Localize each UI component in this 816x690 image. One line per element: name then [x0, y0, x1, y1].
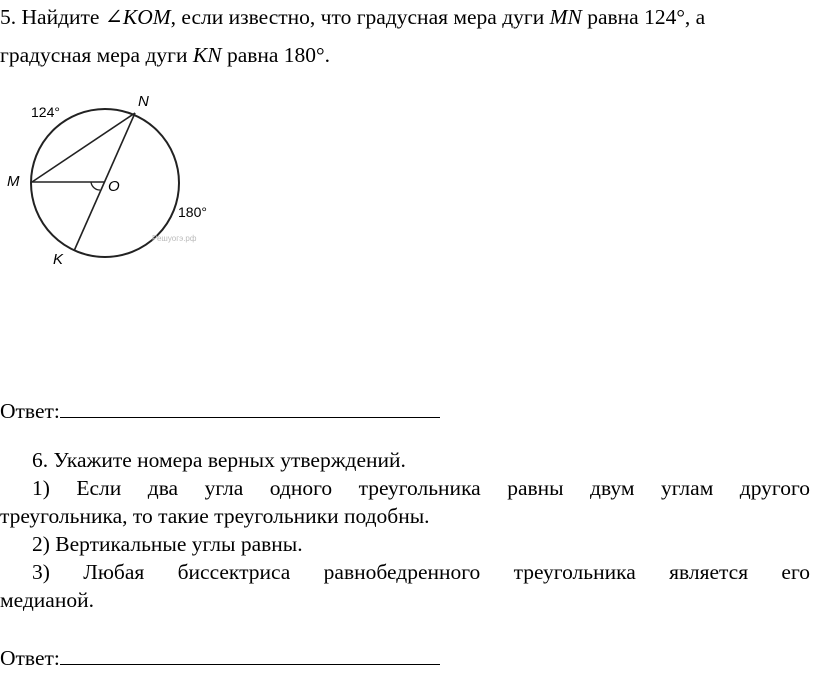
task5-text-c: равна 124°, а	[581, 5, 706, 29]
task6-statement2: 2) Вертикальные углы равны.	[32, 532, 303, 556]
label-k: K	[53, 251, 64, 268]
label-m: M	[7, 173, 20, 190]
circle-figure	[0, 88, 240, 278]
angle-kom: ∠KOM	[104, 5, 171, 29]
task5-line2	[0, 42, 330, 68]
task5-text-e: равна 180°.	[221, 43, 331, 67]
label-o: O	[108, 178, 120, 195]
answer6-label: Ответ:	[0, 646, 60, 670]
arc-mn-label: 124°	[31, 104, 60, 120]
task5-line1	[0, 4, 705, 30]
watermark: Решуогэ.рф	[152, 234, 197, 243]
task6-statement3-line1: 3) Любая биссектриса равнобедренного треугольника является его	[32, 560, 810, 584]
answer5	[0, 398, 440, 424]
task6-statement3-line2: медианой.	[0, 588, 94, 612]
answer6-field[interactable]	[60, 646, 440, 665]
task6-statement1-line1: 1) Если два угла одного треугольника равны двум углам другого	[32, 476, 810, 500]
answer6	[0, 645, 440, 671]
answer5-field[interactable]	[60, 399, 440, 418]
arc-mn-name: MN	[549, 5, 582, 29]
angle-arc-mark	[91, 182, 100, 190]
arc-kn-label: 180°	[178, 204, 207, 220]
arc-kn-name: KN	[192, 43, 222, 67]
task6-title: 6. Укажите номера верных утверждений.	[32, 448, 406, 472]
task5-text-d: градусная мера дуги	[0, 43, 193, 67]
answer5-label: Ответ:	[0, 399, 60, 423]
task5-text-a: 5. Найдите	[0, 5, 105, 29]
task5-text-b: , если известно, что градусная мера дуги	[170, 5, 550, 29]
label-n: N	[138, 93, 149, 110]
task6-statement1-line2: треугольника, то такие треугольники подобны.	[0, 504, 430, 528]
